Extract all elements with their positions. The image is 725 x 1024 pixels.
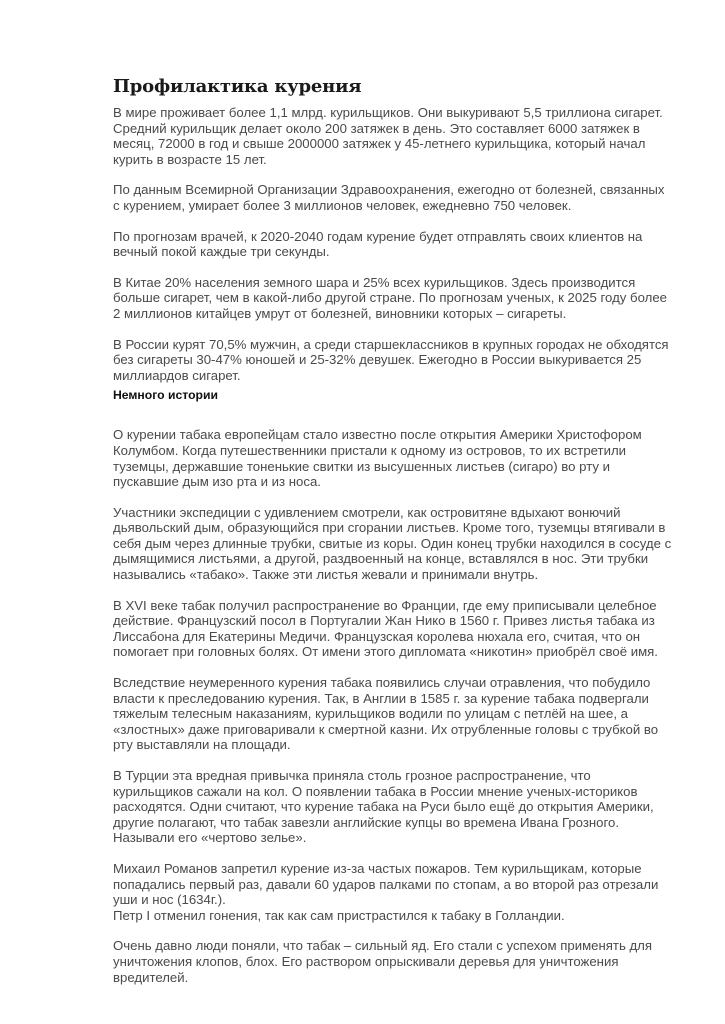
document-content	[113, 76, 673, 1000]
paragraph-tobacco-poison: Очень давно люди поняли, что табак – сильный яд. Его стали с успехом применять для уничтожения клопов, блох. Его раствором опрыскивали деревья для уничтожения вредителей.	[113, 938, 653, 985]
section-heading-history: Немного истории	[113, 388, 218, 403]
paragraph-france: В XVI веке табак получил распространение во Франции, где ему приписывали целебное действие. Французский посол в Португалии Жан Нико в 1560 г. Привез листья табака из Лиссабона для Екатерины Медичи. Французская королева нюхала его, считая, что он помогает при головных болях. От имени этого дипломата «никотин» приобрёл своё имя.	[113, 597, 658, 660]
paragraph-england: Вследствие неумеренного курения табака появились случаи отравления, что побудило власти к преследованию курения. Так, в Англии в 1585 г. за курение табака подвергали тяжелым телесным наказаниям, курильщиков водили по улицам с петлёй на шее, а «злостных» даже приговаривали к смертной казни. Их отрубленные головы с трубкой во рту выставляли на площади.	[113, 675, 659, 753]
paragraph-doctors-forecast: По прогнозам врачей, к 2020-2040 годам курение будет отправлять своих клиентов на вечный покой каждые три секунды.	[113, 228, 643, 260]
paragraph-china: В Китае 20% населения земного шара и 25% всех курильщиков. Здесь производится больше сигарет, чем в какой-либо другой стране. По прогнозам ученых, к 2025 году более 2 миллионов китайцев умрут от болезней, виновники которых – сигареты.	[113, 274, 667, 321]
paragraph-columbus: О курении табака европейцам стало известно после открытия Америки Христофором Колумбом. Когда путешественники пристали к одному из островов, то их встретили туземцы, державшие тоненькие свитки из высушенных листьев (сигаро) во рту и пускавшие дым изо рта и из носа.	[113, 427, 642, 490]
paragraph-russia: В России курят 70,5% мужчин, а среди старшеклассников в крупных городах не обходятся без сигареты 30-47% юношей и 25-32% девушек. Ежегодно в России выкуривается 25 миллиардов сигарет.	[113, 336, 669, 383]
paragraph-expedition: Участники экспедиции с удивлением смотрели, как островитяне вдыхают вонючий дьявольский дым, образующийся при сгорании листьев. Кроме того, туземцы втягивали в себя дым через длинные трубки, свитые из коры. Один конец трубки находился в сосуде с дымящимися листьями, а другой, раздвоенный на конце, вставлялся в нос. Эти трубки назывались «табако». Также эти листья жевали и принимали внутрь.	[113, 504, 672, 583]
paragraph-who-statistics: По данным Всемирной Организации Здравоохранения, ежегодно от болезней, связанных с курением, умирает более 3 миллионов человек, ежедневно 750 человек.	[113, 182, 665, 213]
document-title: Профилактика курения	[113, 76, 362, 97]
paragraph-turkey-russia: В Турции эта вредная привычка приняла столь грозное распространение, что курильщиков сажали на кол. О появлении табака в России мнение ученых-историков расходятся. Одни считают, что курение табака на Руси было ещё до открытия Америки, другие полагают, что табак завезли английские купцы во времена Ивана Грозного. Называли его «чертово зелье».	[113, 768, 654, 846]
paragraph-mikhail-romanov: Михаил Романов запретил курение из-за частых пожаров. Тем курильщикам, которые попадались первый раз, давали 60 ударов палками по стопам, а во второй раз отрезали уши и нос (1634г.).	[113, 860, 659, 908]
paragraph-peter-first: Петр I отменил гонения, так как сам пристрастился к табаку в Голландии.	[113, 907, 565, 923]
paragraph-smokers-worldwide: В мире проживает более 1,1 млрд. курильщиков. Они выкуривают 5,5 триллиона сигарет. Средний курильщик делает около 200 затяжек в день. Это составляет 6000 затяжек в месяц, 72000 в год и свыше 2000000 затяжек у 45-летнего курильщика, который начал курить в возрасте 15 лет.	[113, 105, 663, 167]
